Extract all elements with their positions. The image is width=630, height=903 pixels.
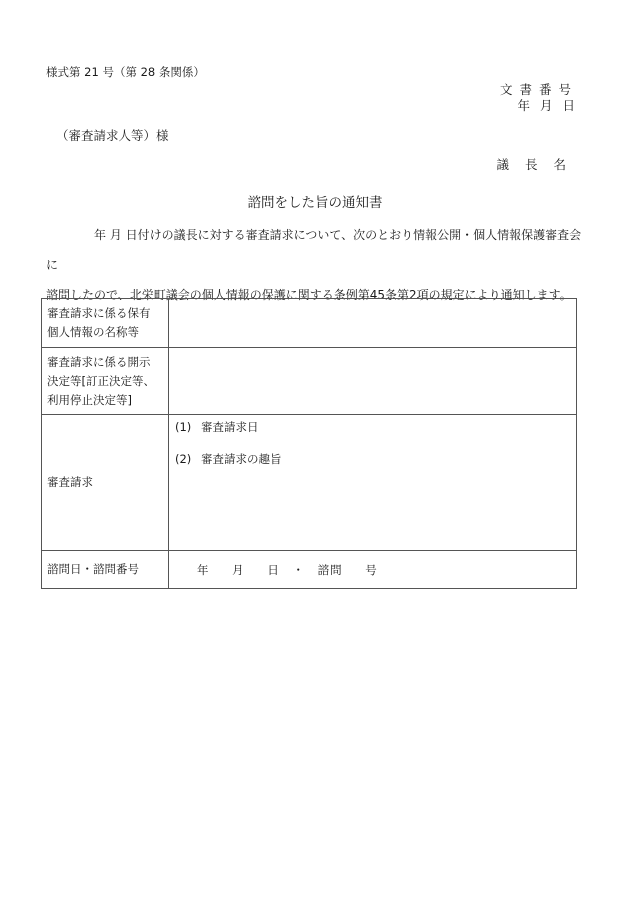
row-label	[42, 299, 169, 348]
review-item-number: (1)	[175, 420, 192, 434]
day-label: 日	[267, 562, 280, 577]
row-label: 諮問日・諮問番号	[42, 551, 169, 589]
consult-label: 諮問	[317, 562, 343, 577]
row-label	[42, 348, 169, 415]
number-label: 号	[365, 562, 378, 577]
document-title: 諮問をした旨の通知書	[247, 195, 383, 211]
document-number: 文書番号	[499, 82, 578, 97]
form-number: 様式第 21 号（第 28 条関係）	[46, 65, 205, 79]
body-line-2: 諮問したので、北栄町議会の個人情報の保護に関する条例第45条第2項の規定により通知します。	[46, 288, 572, 302]
info-table	[41, 298, 577, 589]
row-label: 審査請求	[42, 415, 169, 551]
row-label-line: 個人情報の名称等	[47, 325, 139, 339]
consult-line	[175, 562, 576, 578]
row-value	[169, 299, 577, 348]
row-label-line: 審査請求に係る開示	[47, 354, 151, 369]
document-date: 年 月 日	[517, 98, 578, 113]
table-row	[42, 299, 577, 348]
row-value	[169, 415, 577, 551]
review-item-purpose	[175, 451, 576, 467]
review-item-text: 審査請求日	[201, 420, 259, 434]
body-line-1-text: 年 月 日付けの議長に対する審査請求について、次のとおり情報公開・個人情報保護審査会に	[46, 228, 582, 272]
review-item-number: (2)	[175, 452, 192, 466]
table-row	[42, 348, 577, 415]
row-label-line: 決定等[訂正決定等、	[47, 373, 155, 388]
row-label-line: 利用停止決定等]	[47, 392, 132, 407]
table-row	[42, 551, 577, 589]
row-value	[169, 551, 577, 589]
year-label: 年	[197, 562, 210, 577]
chair-name: 議 長 名	[496, 157, 572, 172]
recipient: （審査請求人等）様	[56, 128, 169, 143]
body-line-1	[46, 220, 586, 280]
review-item-text: 審査請求の趣旨	[201, 452, 282, 466]
body-text	[46, 220, 586, 310]
separator: ・	[292, 562, 305, 577]
row-label-line: 審査請求に係る保有	[47, 306, 151, 320]
table-row	[42, 415, 577, 551]
review-item-date	[175, 419, 576, 435]
row-value	[169, 348, 577, 415]
month-label: 月	[232, 562, 245, 577]
